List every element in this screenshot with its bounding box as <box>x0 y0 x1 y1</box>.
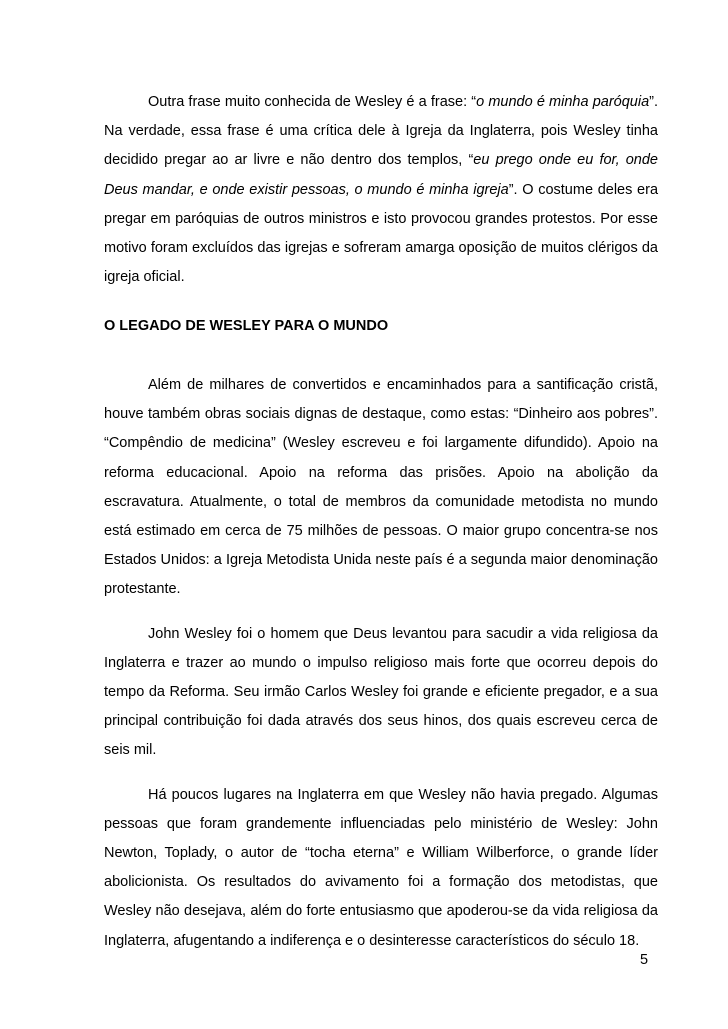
section-body <box>104 371 658 956</box>
paragraph-influence: Há poucos lugares na Inglaterra em que Wesley não havia pregado. Algumas pessoas que foram grandemente influenciadas pelo ministério de Wesley: John Newton, Toplady, o autor de “tocha eterna” e William Wilberforce, o grande líder abolicionista. Os resultados do avivamento foi a formação dos metodistas, que Wesley não desejava, além do forte entusiasmo que apoderou-se da vida religiosa da Inglaterra, afugentando a indiferença e o desinteresse característicos do século 18. <box>104 786 658 949</box>
paragraph-1-text-b: ”. Na verdade, essa frase é uma crítica dele à Igreja da Inglaterra, pois Wesley tinha decidido pregar ao ar livre e não dentro dos templos, “ <box>104 94 658 169</box>
document-page <box>104 88 659 949</box>
paragraph-1-text-c: ”. O costume deles era pregar em paróquias de outros ministros e isto provocou grandes protestos. Por esse motivo foram excluídos das igrejas e sofreram amarga oposição de muitos clérigos da igreja oficial. <box>104 181 659 286</box>
section-heading: O LEGADO DE WESLEY PARA O MUNDO <box>104 318 389 334</box>
quote-preach-anywhere: eu prego onde eu for, onde Deus mandar, e onde existir pessoas, o mundo é minha igreja <box>104 152 658 198</box>
paragraph-famous-phrase <box>104 88 658 292</box>
paragraph-john-wesley: John Wesley foi o homem que Deus levantou para sacudir a vida religiosa da Inglaterra e trazer ao mundo o impulso religioso mais forte que ocorreu depois do tempo da Reforma. Seu irmão Carlos Wesley foi grande e eficiente pregador, e a sua principal contribuição foi dada através dos seus hinos, dos quais escreveu cerca de seis mil. <box>104 625 658 759</box>
paragraph-legacy: Além de milhares de convertidos e encaminhados para a santificação cristã, houve também obras sociais dignas de destaque, como estas: “Dinheiro aos pobres”. “Compêndio de medicina” (Wesley escreveu e foi largamente difundido). Apoio na reforma educacional. Apoio na reforma das prisões. Apoio na abolição da escravatura. Atualmente, o total de membros da comunidade metodista no mundo está estimado em cerca de 75 milhões de pessoas. O maior grupo concentra-se nos Estados Unidos: a Igreja Metodista Unida neste país é a segunda maior denominação protestante. <box>104 377 658 598</box>
paragraph-1-text-a: Outra frase muito conhecida de Wesley é a frase: “ <box>148 94 477 110</box>
quote-world-parish: o mundo é minha paróquia <box>476 94 650 110</box>
page-number: 5 <box>640 952 649 968</box>
